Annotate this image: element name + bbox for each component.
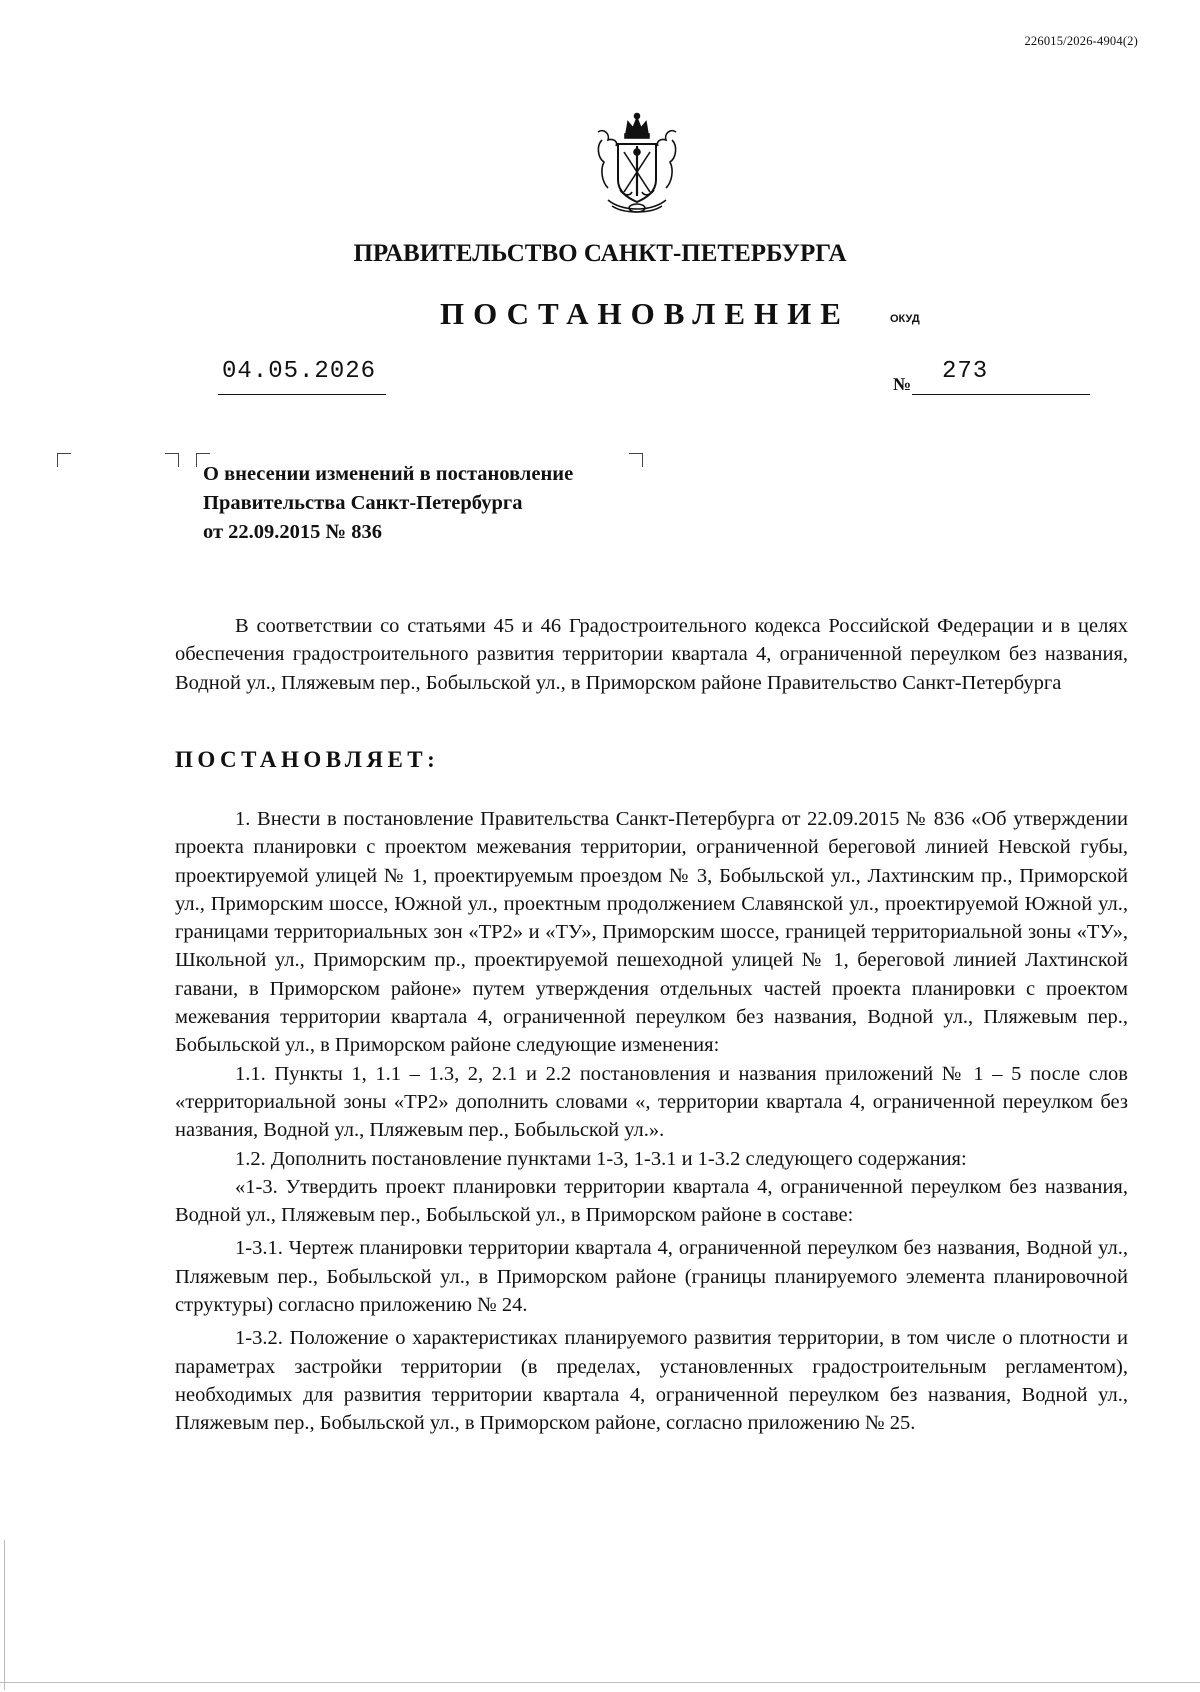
okud-label: ОКУД [890, 313, 920, 325]
preamble-block [175, 612, 1128, 697]
document-date: 04.05.2026 [222, 358, 377, 385]
document-registration-number: 226015/2026-4904(2) [1024, 34, 1138, 48]
document-type-title: ПОСТАНОВЛЕНИЕ [440, 296, 850, 331]
scan-bottom-edge [0, 1682, 1200, 1683]
subject-top-right-corner [629, 453, 643, 467]
document-subject [203, 460, 573, 547]
preamble-paragraph: В соответствии со статьями 45 и 46 Градостроительного кодекса Российской Федерации и в целях обеспечения градостроительного развития территории квартала 4, ограниченной переулком без названия, Водной ул., Пляжевым пер., Бобыльской ул., в Приморском районе Правительство Санкт-Петербурга [175, 615, 1128, 694]
st-petersburg-coat-of-arms-icon [592, 112, 682, 216]
scan-edge-line [4, 1540, 5, 1690]
left-margin-corner-mark [57, 453, 71, 467]
body-paragraph: 1. Внести в постановление Правительства Санкт-Петербурга от 22.09.2015 № 836 «Об утверждении проекта планировки с проектом межевания территории, ограниченной береговой линией Невской губы, проектируемой улицей № 1, проектируемым проездом № 3, Бобыльской ул., Лахтинским пр., Приморской ул., Приморским шоссе, Южной ул., проектным продолжением Славянской ул., проектируемой Южной ул., границами территориальных зон «ТР2» и «ТУ», Приморским шоссе, границей территориальной зоны «ТУ», Школьной ул., Приморским пр., проектируемой пешеходной улицей № 1, береговой линией Лахтинской гавани, в Приморском районе» путем утверждения отдельных частей проекта планировки с проектом межевания территории квартала 4, ограниченной переулком без названия, Водной ул., Пляжевым пер., Бобыльской ул., в Приморском районе следующие изменения: [175, 808, 1128, 1057]
body-paragraph: 1-3.2. Положение о характеристиках планируемого развития территории, в том числе о плотности и параметрах застройки территории (в пределах, установленных градостроительным регламентом), необходимых для развития территории квартала 4, ограниченной переулком без названия, Водной ул., Пляжевым пер., Бобыльской ул., в Приморском районе, согласно приложению № 25. [175, 1327, 1128, 1435]
body-paragraph: «1-3. Утвердить проект планировки территории квартала 4, ограниченной переулком без названия, Водной ул., Пляжевым пер., Бобыльской ул., в Приморском районе в составе: [175, 1175, 1128, 1227]
subject-line: Правительства Санкт-Петербурга [203, 492, 523, 514]
document-number: 273 [942, 358, 989, 385]
number-sign: № [893, 374, 912, 394]
body-paragraph: 1.2. Дополнить постановление пунктами 1-3, 1-3.1 и 1-3.2 следующего содержания: [235, 1147, 967, 1170]
subject-left-bracket-mark [165, 453, 179, 467]
date-underline [218, 394, 386, 395]
decree-heading: ПОСТАНОВЛЯЕТ: [175, 747, 440, 772]
subject-line: О внесении изменений в постановление [203, 463, 574, 485]
number-underline [912, 394, 1090, 395]
decree-body [175, 805, 1128, 1438]
organization-title: ПРАВИТЕЛЬСТВО САНКТ-ПЕТЕРБУРГА [353, 240, 847, 267]
body-paragraph: 1.1. Пункты 1, 1.1 – 1.3, 2, 2.1 и 2.2 постановления и названия приложений № 1 – 5 после слов «территориальной зоны «ТР2» дополнить словами «, территории квартала 4, ограниченной переулком без названия, Водной ул., Пляжевым пер., Бобыльской ул.». [175, 1062, 1128, 1142]
body-paragraph: 1-3.1. Чертеж планировки территории квартала 4, ограниченной переулком без названия, Водной ул., Пляжевым пер., Бобыльской ул., в Приморском районе (границы планируемого элемента планировочной структуры) согласно приложению № 24. [175, 1237, 1128, 1317]
subject-line: от 22.09.2015 № 836 [203, 521, 383, 543]
